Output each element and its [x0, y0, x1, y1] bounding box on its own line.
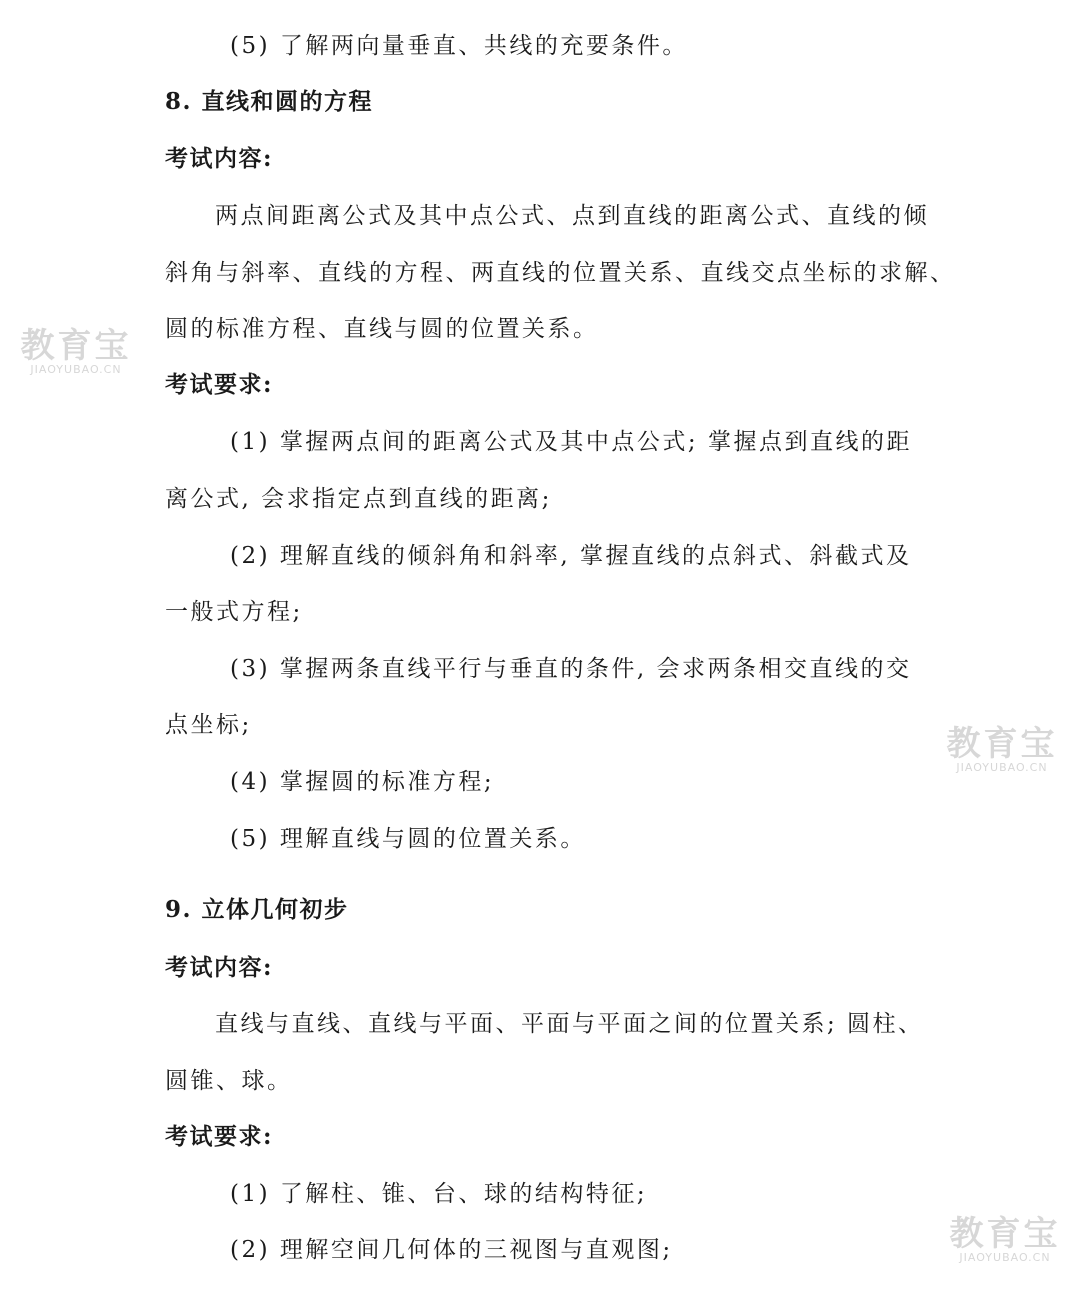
s8-content-label: 考试内容: — [165, 145, 273, 172]
s9-content-line-1: 直线与直线、直线与平面、平面与平面之间的位置关系; 圆柱、 — [215, 1011, 924, 1037]
s8-requirements-label: 考试要求: — [165, 371, 273, 398]
watermark-right-middle-url: JIAOYUBAO.CN — [956, 761, 1048, 774]
watermark-right-bottom-url: JIAOYUBAO.CN — [959, 1251, 1051, 1264]
watermark-right-middle-logo: 教育宝 — [946, 724, 1058, 764]
watermark-left-logo: 教育宝 — [20, 326, 132, 366]
s8-req-2-line-1: (2) 理解直线的倾斜角和斜率, 掌握直线的点斜式、斜截式及 — [230, 543, 912, 569]
s9-content-line-2: 圆锥、球。 — [165, 1068, 293, 1094]
watermark-right-bottom-logo: 教育宝 — [949, 1214, 1061, 1254]
s8-content-line-3: 圆的标准方程、直线与圆的位置关系。 — [165, 316, 599, 342]
s9-req-1: (1) 了解柱、锥、台、球的结构特征; — [230, 1181, 648, 1207]
section-9-title: 9. 立体几何初步 — [165, 896, 349, 923]
s8-req-5: (5) 理解直线与圆的位置关系。 — [230, 826, 586, 852]
s8-req-3-line-2: 点坐标; — [165, 712, 252, 738]
section-8-title: 8. 直线和圆的方程 — [165, 88, 374, 115]
s9-requirements-label: 考试要求: — [165, 1123, 273, 1150]
s8-req-1-line-2: 离公式, 会求指定点到直线的距离; — [165, 486, 552, 512]
s7-req-5: (5) 了解两向量垂直、共线的充要条件。 — [230, 33, 688, 59]
watermark-right-middle — [944, 726, 1060, 774]
s8-content-line-1: 两点间距离公式及其中点公式、点到直线的距离公式、直线的倾 — [215, 203, 929, 229]
watermark-left-url: JIAOYUBAO.CN — [30, 363, 122, 376]
watermark-left — [18, 328, 134, 376]
watermark-right-bottom — [948, 1216, 1062, 1264]
s8-req-1-line-1: (1) 掌握两点间的距离公式及其中点公式; 掌握点到直线的距 — [230, 429, 912, 455]
s8-req-2-line-2: 一般式方程; — [165, 599, 303, 625]
s9-req-2: (2) 理解空间几何体的三视图与直观图; — [230, 1237, 673, 1263]
s9-content-label: 考试内容: — [165, 954, 273, 981]
s8-req-4: (4) 掌握圆的标准方程; — [230, 769, 495, 795]
s8-req-3-line-1: (3) 掌握两条直线平行与垂直的条件, 会求两条相交直线的交 — [230, 656, 912, 682]
s8-content-line-2: 斜角与斜率、直线的方程、两直线的位置关系、直线交点坐标的求解、 — [165, 260, 956, 286]
